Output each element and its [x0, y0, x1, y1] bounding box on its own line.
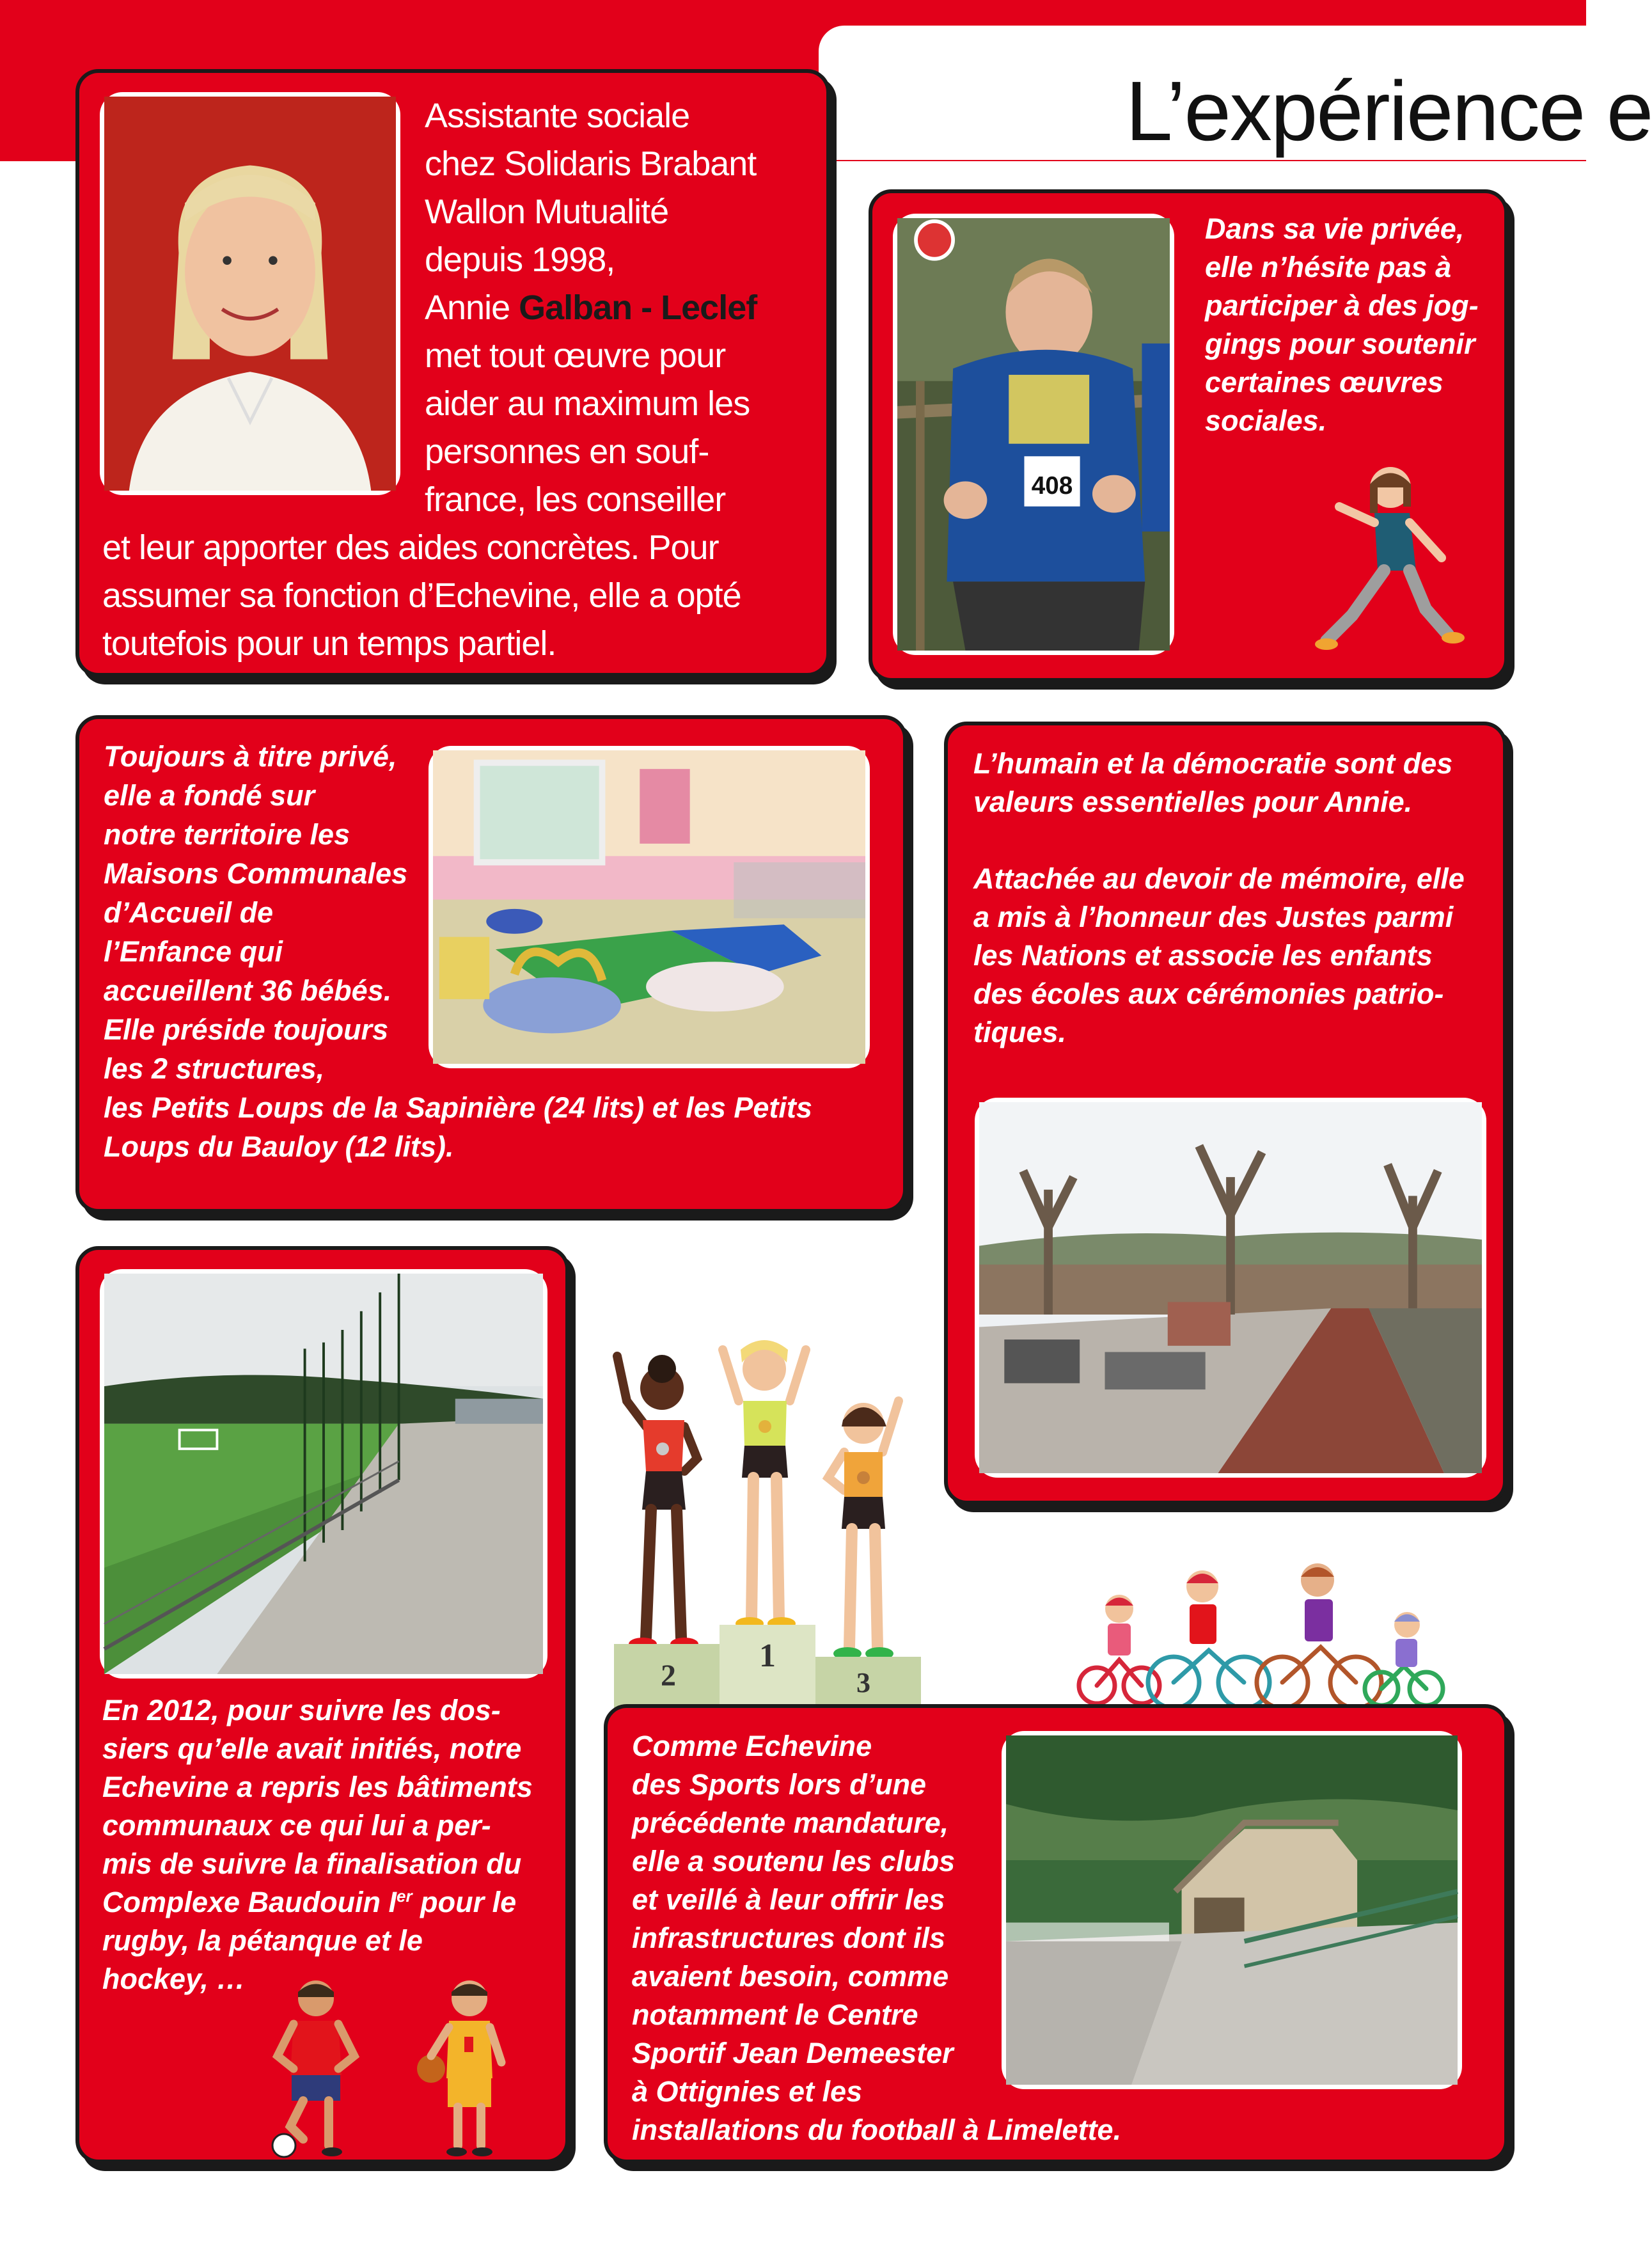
- cycling-family-illustration: [1068, 1548, 1452, 1714]
- childcare-line: Maisons Communales: [104, 857, 408, 890]
- bio-line: Assistante sociale: [425, 97, 690, 135]
- bio-line: toutefois pour un temps partiel.: [102, 624, 556, 663]
- democracy-line: tiques.: [973, 1016, 1067, 1048]
- jogging-line: Dans sa vie privée,: [1205, 212, 1465, 245]
- portrait-photo: [100, 92, 400, 495]
- complex-line: mis de suivre la finalisation du: [102, 1847, 522, 1880]
- infrastructure-line: Comme Echevine: [632, 1730, 872, 1762]
- title-tab: [819, 26, 1650, 160]
- runner-illustration: [1314, 462, 1467, 654]
- jogging-line: participer à des jog-: [1205, 289, 1479, 322]
- childcare-line: l’Enfance qui: [104, 935, 283, 968]
- bio-card: [75, 69, 830, 677]
- bib-number: 408: [1031, 471, 1073, 500]
- infrastructure-line: à Ottignies et les: [632, 2075, 863, 2108]
- infrastructure-line: précédente mandature,: [632, 1806, 949, 1839]
- page-title: L’expérience e: [1126, 64, 1652, 158]
- childcare-line: Loups du Bauloy (12 lits).: [104, 1130, 454, 1163]
- childcare-line: Toujours à titre privé,: [104, 740, 397, 773]
- podium-second-label: 2: [661, 1659, 676, 1693]
- bio-line: Wallon Mutualité: [425, 193, 669, 231]
- bio-line: et leur apporter des aides concrètes. Pour: [102, 528, 719, 567]
- democracy-line: L’humain et la démocratie sont des: [973, 747, 1453, 780]
- infrastructure-card: [604, 1704, 1508, 2163]
- childcare-text: [104, 737, 897, 1166]
- complex-line: En 2012, pour suivre les dos-: [102, 1694, 501, 1726]
- jogging-line: elle n’hésite pas à: [1205, 251, 1452, 283]
- childcare-line: d’Accueil de: [104, 896, 274, 929]
- bio-text: [425, 92, 821, 524]
- bio-line: chez Solidaris Brabant: [425, 145, 757, 183]
- bio-text-full: [102, 524, 819, 668]
- infrastructure-line: notamment le Centre: [632, 1998, 918, 2031]
- democracy-line: a mis à l’honneur des Justes parmi: [973, 901, 1454, 933]
- childcare-line: les Petits Loups de la Sapinière (24 lits) et les Petits: [104, 1091, 812, 1124]
- complex-line: Echevine a repris les bâtiments: [102, 1771, 533, 1803]
- person-name: Galban - Leclef: [519, 288, 757, 327]
- democracy-line: des écoles aux cérémonies patrio-: [973, 977, 1444, 1010]
- jogging-line: gings pour soutenir: [1205, 328, 1475, 360]
- podium-third-label: 3: [856, 1667, 870, 1698]
- childcare-card: [75, 715, 907, 1213]
- complex-sup: er: [397, 1886, 413, 1906]
- bio-line: personnes en souf-: [425, 432, 709, 471]
- democracy-line: valeurs essentielles pour Annie.: [973, 786, 1413, 818]
- athlete-right: [828, 1401, 899, 1660]
- infrastructure-line: des Sports lors d’une: [632, 1768, 927, 1801]
- infrastructure-line: Sportif Jean Demeester: [632, 2037, 954, 2069]
- infrastructure-line: installations du football à Limelette.: [632, 2114, 1122, 2146]
- jogging-line: sociales.: [1205, 404, 1327, 437]
- democracy-line: [973, 821, 1498, 860]
- podium-first-label: 1: [759, 1638, 776, 1674]
- infrastructure-line: et veillé à leur offrir les: [632, 1883, 945, 1916]
- infrastructure-line: infrastructures dont ils: [632, 1922, 946, 1954]
- complex-line: rugby, la pétanque et le: [102, 1924, 423, 1957]
- name-prefix: Annie: [425, 288, 519, 327]
- complex-card: [75, 1246, 569, 2163]
- sports-field-photo: [100, 1269, 547, 1679]
- complex-line: communaux ce qui lui a per-: [102, 1809, 491, 1842]
- athlete-center: [723, 1340, 806, 1630]
- childcare-line: notre territoire les: [104, 818, 350, 851]
- bio-line: met tout œuvre pour: [425, 336, 726, 375]
- infrastructure-line: avaient besoin, comme: [632, 1960, 949, 1993]
- childcare-line: accueillent 36 bébés.: [104, 974, 392, 1007]
- democracy-text: [973, 745, 1498, 1052]
- jogging-text: [1205, 210, 1499, 440]
- complex-text: [102, 1691, 563, 1998]
- infrastructure-line: elle a soutenu les clubs: [632, 1845, 956, 1877]
- jogging-photo: [893, 214, 1174, 655]
- cemetery-photo: [975, 1098, 1486, 1478]
- democracy-line: Attachée au devoir de mémoire, elle: [973, 862, 1465, 895]
- complex-post: pour le: [412, 1886, 517, 1918]
- bio-line: assumer sa fonction d’Echevine, elle a opté: [102, 576, 741, 615]
- complex-line: siers qu’elle avait initiés, notre: [102, 1732, 522, 1765]
- bio-line: france, les conseiller: [425, 480, 726, 519]
- complex-line: hockey, …: [102, 1963, 246, 1995]
- athlete-left: [617, 1355, 698, 1650]
- democracy-line: les Nations et associe les enfants: [973, 939, 1433, 972]
- democracy-card: [944, 722, 1507, 1505]
- bio-line: aider au maximum les: [425, 384, 750, 423]
- bio-line: depuis 1998,: [425, 241, 615, 279]
- bio-name-line: [425, 284, 821, 332]
- infrastructure-text: [632, 1727, 1502, 2149]
- childcare-line: les 2 structures,: [104, 1052, 325, 1085]
- childcare-line: elle a fondé sur: [104, 779, 315, 812]
- footballer-illustration: [265, 1973, 367, 2158]
- childcare-line: Elle préside toujours: [104, 1013, 389, 1046]
- podium-illustration: [601, 1331, 934, 1714]
- jogging-card: [869, 189, 1508, 682]
- complex-name-line: [102, 1883, 563, 1922]
- basketball-player-illustration: [412, 1973, 521, 2158]
- jogging-line: certaines œuvres: [1205, 366, 1444, 399]
- complex-pre: Complexe Baudouin I: [102, 1886, 397, 1918]
